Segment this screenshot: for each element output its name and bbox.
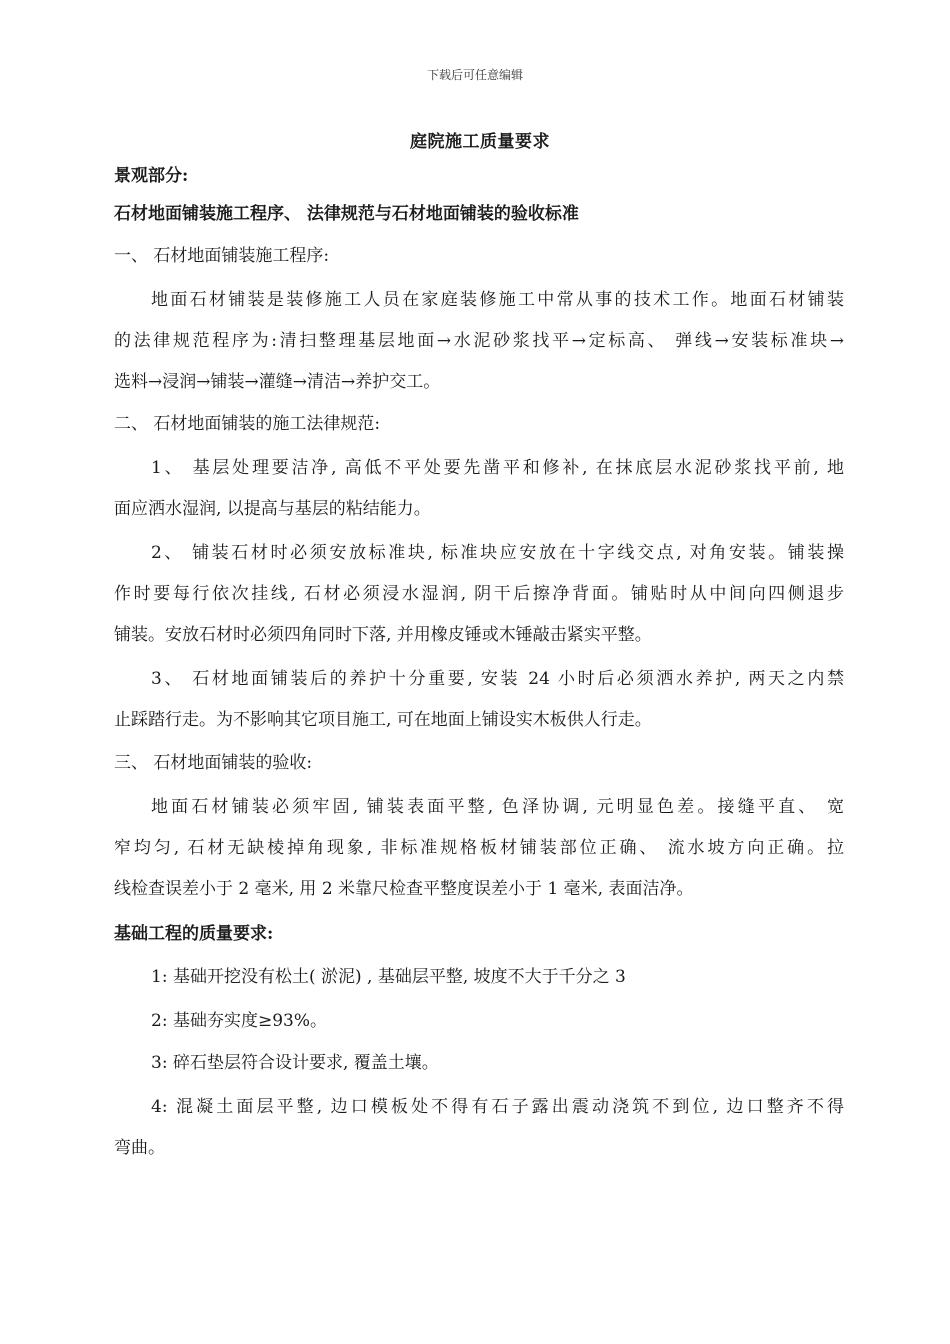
foundation-item-line: 弯曲。 — [114, 1138, 165, 1158]
part1-paragraph-line: 的法律规范程序为:清扫整理基层地面→水泥砂浆找平→定标高、 弹线→安装标准块→ — [114, 331, 844, 351]
document-title: 庭院施工质量要求 — [410, 132, 550, 152]
part1-paragraph-line: 地面石材铺装是装修施工人员在家庭装修施工中常从事的技术工作。地面石材铺装 — [151, 290, 844, 310]
section-heading-landscape: 景观部分: — [114, 166, 189, 186]
foundation-heading: 基础工程的质量要求: — [114, 924, 274, 944]
part2-item1-line: 面应洒水湿润, 以提高与基层的粘结能力。 — [114, 499, 431, 519]
page-header-note: 下载后可任意编辑 — [426, 68, 523, 82]
foundation-item: 2: 基础夯实度≥93%。 — [151, 1011, 327, 1031]
foundation-item: 3: 碎石垫层符合设计要求, 覆盖土壤。 — [151, 1053, 439, 1073]
part2-item1-line: 1、 基层处理要洁净, 高低不平处要先凿平和修补, 在抹底层水泥砂浆找平前, 地 — [151, 458, 844, 478]
foundation-item: 1: 基础开挖没有松土( 淤泥) , 基础层平整, 坡度不大于千分之 3 — [151, 967, 626, 987]
subheading-stone-paving: 石材地面铺装施工程序、 法律规范与石材地面铺装的验收标准 — [114, 204, 579, 224]
foundation-item-line: 4: 混凝土面层平整, 边口模板处不得有石子露出震动浇筑不到位, 边口整齐不得 — [151, 1097, 844, 1117]
part2-item2-line: 作时要每行依次挂线, 石材必须浸水湿润, 阴干后擦净背面。铺贴时从中间向四侧退步 — [114, 584, 844, 604]
part2-item3-line: 3、 石材地面铺装后的养护十分重要, 安装 24 小时后必须洒水养护, 两天之内禁 — [151, 669, 844, 689]
part3-heading: 三、 石材地面铺装的验收: — [114, 753, 313, 773]
part1-heading: 一、 石材地面铺装施工程序: — [114, 246, 330, 266]
part2-item3-line: 止踩踏行走。为不影响其它项目施工, 可在地面上铺设实木板供人行走。 — [114, 710, 652, 730]
part3-paragraph-line: 线检查误差小于 2 毫米, 用 2 米靠尺检查平整度误差小于 1 毫米, 表面洁净。 — [114, 879, 694, 899]
part1-paragraph-line: 选料→浸润→铺装→灌缝→清洁→养护交工。 — [114, 372, 441, 392]
part2-heading: 二、 石材地面铺装的施工法律规范: — [114, 414, 381, 434]
part3-paragraph-line: 窄均匀, 石材无缺棱掉角现象, 非标准规格板材铺装部位正确、 流水坡方向正确。拉 — [114, 838, 844, 858]
part2-item2-line: 铺装。安放石材时必须四角同时下落, 并用橡皮锤或木锤敲击紧实平整。 — [114, 625, 652, 645]
part2-item2-line: 2、 铺装石材时必须安放标准块, 标准块应安放在十字线交点, 对角安装。铺装操 — [151, 543, 844, 563]
part3-paragraph-line: 地面石材铺装必须牢固, 铺装表面平整, 色泽协调, 元明显色差。接缝平直、 宽 — [151, 797, 844, 817]
